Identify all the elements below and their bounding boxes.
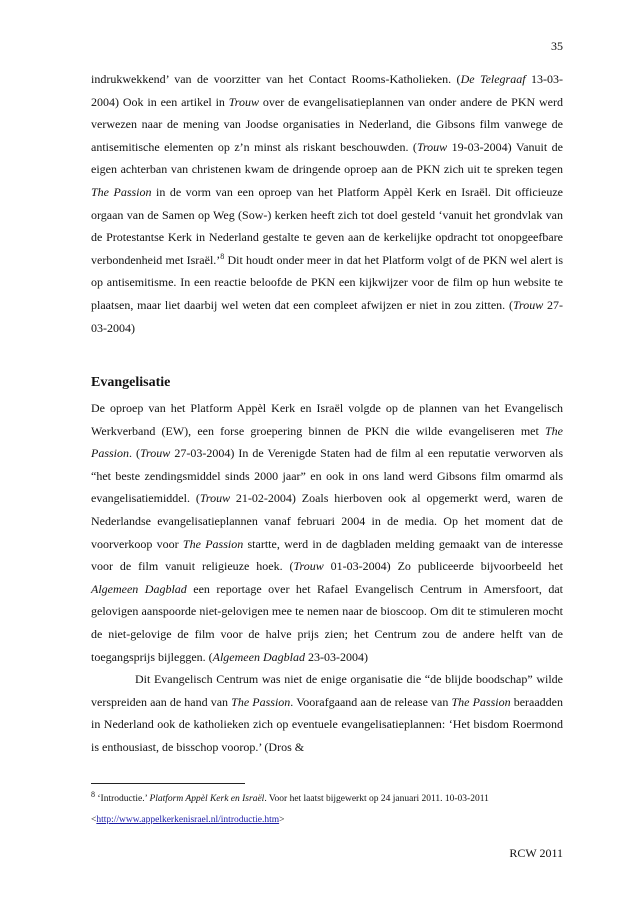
footnote-ref: 8 [220, 251, 225, 261]
paragraph-3: Dit Evangelisch Centrum was niet de enige organisatie die “de blijde boodschap” wilde verspreiden aan de hand van The Passion. Voorafgaand aan de release van The Passion beraadden in Nederland ook de katholieken zich op eventuele evangelisatieplannen: ‘Het bisdom Roermond is enthousiast, de bisschop voorop.’ (Dros & [91, 672, 563, 754]
paragraph-1: indrukwekkend’ van de voorzitter van het Contact Rooms-Katholieken. (De Telegraaf 13-03-2004) Ook in een artikel in Trouw over de evangelisatieplannen van onder andere de PKN werd verwezen naar de mening van Joodse organisaties in Nederland, die Gibsons film vanwege de antisemitische elementen op z’n minst als riskant beschouwden. (Trouw 19-03-2004) Vanuit de eigen achterban van christenen kwam de dringende oproep aan de PKN zich uit te spreken tegen The Passion in de vorm van een oproep van het Platform Appèl Kerk en Israël. Dit officieuze orgaan van de Samen op Weg (Sow-) kerken heeft zich tot doel gesteld ‘vanuit het grondvlak van de Protestantse Kerk in Nederland gestalte te geven aan de kerkelijke opdracht tot onopgeefbare verbondenheid met Israël.’$^8$ Dit houdt onder meer in dat het Platform volgt of de PKN wel alert is op antisemitisme. In een reactie beloofde de PKN een kijkwijzer voor de film op hun website te plaatsen, maar liet daarbij wel weten dat een compleet afwijzen er niet in zou zitten. (Trouw 27-03-2004) [91, 72, 564, 335]
footnote-link[interactable]: http://www.appelkerkenisrael.nl/introductie.htm [96, 815, 280, 825]
section-heading: Evangelisatie [91, 375, 171, 390]
footer-label: RCW 2011 [509, 846, 563, 860]
footnote-number: 8 [91, 789, 95, 799]
footnote: $^8$ ‘Introductie.’ Platform Appèl Kerk en Israël. Voor het laatst bijgewerkt op 24 januari 2011. 10-03-2011 <http://www.appelkerkenisrael.nl/introductie.htm> [91, 789, 489, 825]
footnote-divider [91, 783, 245, 784]
page-number: 35 [551, 39, 563, 53]
section-body [91, 397, 563, 759]
paragraph-2: De oproep van het Platform Appèl Kerk en Israël volgde op de plannen van het Evangelisch Werkverband (EW), een forse groepering binnen de PKN die wilde evangeliseren met The Passion. (Trouw 27-03-2004) In de Verenigde Staten had de film al een reputatie verworven als “het beste zendingsmiddel sinds 2000 jaar” en ook in ons land werd Gibsons film omarmd als evangelisatiemiddel. (Trouw 21-02-2004) Zoals hierboven ook al opgemerkt werd, waren de Nederlandse evangelisatieplannen vanaf februari 2004 in de media. Op het moment dat de voorverkoop voor The Passion startte, werd in de dagbladen melding gemaakt van de interesse voor de film vanuit religieuze hoek. (Trouw 01-03-2004) Zo publiceerde bijvoorbeeld het Algemeen Dagblad een reportage over het Rafael Evangelisch Centrum in Amersfoort, dat gelovigen aanspoorde niet-gelovigen mee te nemen naar de bioscoop. Om dit te stimuleren mocht de niet-gelovige de film voor de halve prijs zien; het Centrum zou de andere helft van de toegangsprijs bijleggen. (Algemeen Dagblad 23-03-2004) [91, 401, 564, 664]
